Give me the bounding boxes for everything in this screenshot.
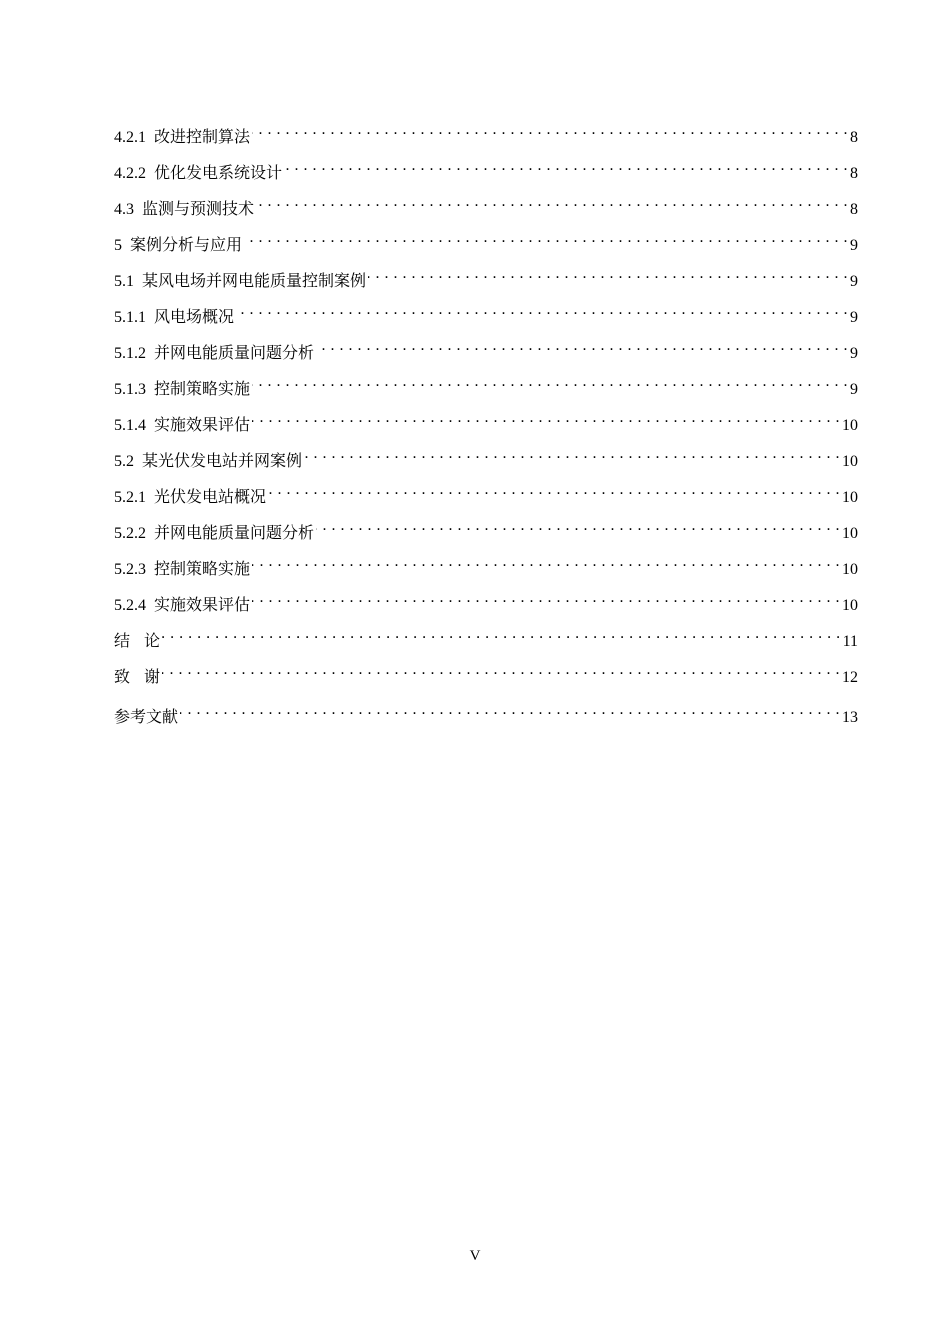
toc-entry-title: 控制策略实施 — [154, 381, 251, 398]
toc-entry-number: 5.1.4 — [114, 417, 146, 434]
toc-dot-leader — [268, 478, 840, 502]
toc-dot-leader — [162, 658, 840, 682]
toc-entry-page: 10 — [842, 453, 858, 470]
toc-dot-leader — [180, 698, 840, 722]
toc-entry-number: 5.2.4 — [114, 597, 146, 614]
toc-entry-page: 9 — [850, 381, 858, 398]
toc-entry-title: 实施效果评估 — [154, 597, 251, 614]
toc-entry-title: 实施效果评估 — [154, 417, 251, 434]
toc-entry-number: 5.2.2 — [114, 525, 146, 542]
toc-dot-leader — [252, 406, 840, 430]
toc-entry-page: 10 — [842, 417, 858, 434]
toc-entry-title: 光伏发电站概况 — [154, 489, 267, 506]
toc-entry-title: 优化发电系统设计 — [154, 165, 283, 182]
toc-entry[interactable] — [114, 226, 858, 262]
toc-entry-title: 案例分析与应用 — [130, 237, 243, 254]
toc-entry-title: 监测与预测技术 — [142, 201, 255, 218]
toc-entry-page: 10 — [842, 525, 858, 542]
toc-entry-conclusion[interactable] — [114, 622, 858, 658]
toc-entry[interactable] — [114, 334, 858, 370]
toc-entry-page: 13 — [842, 709, 858, 726]
toc-dot-leader — [368, 262, 848, 286]
toc-dot-leader — [284, 154, 848, 178]
toc-dot-leader — [252, 370, 848, 394]
toc-entry-title: 参考文献 — [114, 709, 179, 726]
table-of-contents — [114, 118, 858, 734]
toc-entry-page: 10 — [842, 561, 858, 578]
toc-entry-page: 8 — [850, 165, 858, 182]
toc-entry-title: 改进控制算法 — [154, 129, 251, 146]
toc-entry[interactable] — [114, 262, 858, 298]
toc-entry[interactable] — [114, 370, 858, 406]
toc-dot-leader — [162, 622, 841, 646]
toc-entry-title: 并网电能质量问题分析 — [154, 345, 315, 362]
toc-entry[interactable] — [114, 442, 858, 478]
toc-entry-page: 8 — [850, 201, 858, 218]
toc-entry-number: 5.2.3 — [114, 561, 146, 578]
toc-entry-number: 5.2.1 — [114, 489, 146, 506]
toc-dot-leader — [244, 226, 848, 250]
toc-entry[interactable] — [114, 154, 858, 190]
toc-dot-leader — [316, 514, 840, 538]
toc-entry-title: 某风电场并网电能质量控制案例 — [142, 273, 367, 290]
toc-entry-number: 4.2.1 — [114, 129, 146, 146]
toc-entry-page: 9 — [850, 273, 858, 290]
toc-entry[interactable] — [114, 406, 858, 442]
toc-entry[interactable] — [114, 586, 858, 622]
page-number: V — [469, 1248, 481, 1264]
toc-dot-leader — [304, 442, 840, 466]
toc-entry[interactable] — [114, 550, 858, 586]
toc-entry[interactable] — [114, 514, 858, 550]
toc-entry-title: 结论 — [114, 633, 175, 650]
toc-dot-leader — [316, 334, 848, 358]
toc-entry-title: 控制策略实施 — [154, 561, 251, 578]
toc-entry-references[interactable] — [114, 698, 858, 734]
toc-entry-page: 9 — [850, 237, 858, 254]
toc-entry-page: 9 — [850, 345, 858, 362]
toc-entry[interactable] — [114, 118, 858, 154]
toc-entry-number: 5.2 — [114, 453, 134, 470]
toc-entry-number: 4.2.2 — [114, 165, 146, 182]
toc-entry[interactable] — [114, 298, 858, 334]
toc-dot-leader — [252, 550, 840, 574]
toc-entry-page: 9 — [850, 309, 858, 326]
toc-entry-number: 5.1 — [114, 273, 134, 290]
toc-entry-page: 10 — [842, 489, 858, 506]
toc-entry-number: 4.3 — [114, 201, 134, 218]
toc-entry[interactable] — [114, 190, 858, 226]
toc-entry-number: 5 — [114, 237, 122, 254]
toc-entry-number: 5.1.3 — [114, 381, 146, 398]
toc-entry-title: 致谢 — [114, 669, 175, 686]
toc-entry-page: 12 — [842, 669, 858, 686]
toc-entry-title: 某光伏发电站并网案例 — [142, 453, 303, 470]
toc-dot-leader — [236, 298, 848, 322]
toc-dot-leader — [252, 586, 840, 610]
toc-entry-page: 10 — [842, 597, 858, 614]
toc-entry[interactable] — [114, 478, 858, 514]
toc-dot-leader — [252, 118, 848, 142]
toc-entry-title: 风电场概况 — [154, 309, 235, 326]
toc-dot-leader — [256, 190, 848, 214]
toc-entry-title: 并网电能质量问题分析 — [154, 525, 315, 542]
toc-entry-number: 5.1.1 — [114, 309, 146, 326]
toc-entry-acknowledgements[interactable] — [114, 658, 858, 694]
toc-entry-page: 11 — [842, 633, 858, 650]
toc-entry-number: 5.1.2 — [114, 345, 146, 362]
toc-entry-page: 8 — [850, 129, 858, 146]
